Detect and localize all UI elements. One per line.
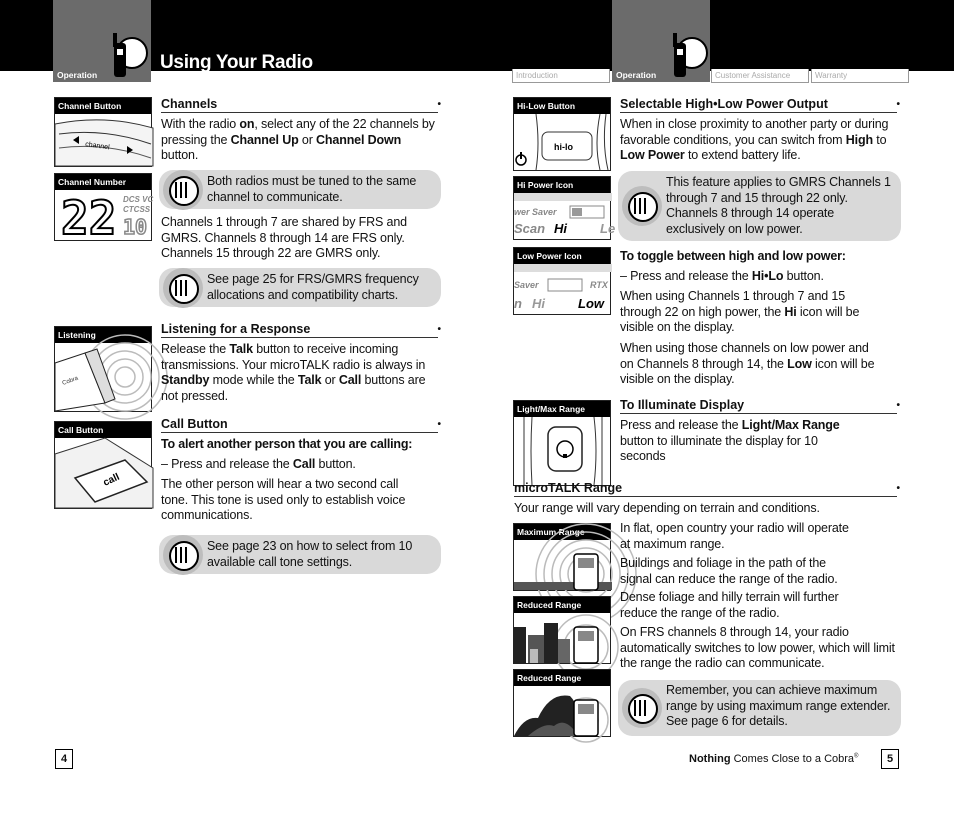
side-figure-light-max-range: Light/Max Range xyxy=(513,400,611,486)
side-figure-call-button: Call Button call xyxy=(54,421,152,509)
footer-tagline: Nothing Comes Close to a Cobra® xyxy=(689,753,859,765)
info-icon xyxy=(622,688,662,728)
range-paragraph-2: Buildings and foliage in the path of the signal can reduce the range of the radio. xyxy=(620,556,838,586)
listening-image xyxy=(55,343,151,411)
channels-paragraph-1: With the radio on, select any of the 22 channels by pressing the Channel Up or Channel Down button. xyxy=(161,117,435,162)
power-paragraph-2: When using Channels 1 through 7 and 15 through 22 on high power, the Hi icon will be visible on the display. xyxy=(620,289,860,334)
side-figure-maximum-range: Maximum Range xyxy=(513,523,611,591)
side-figure-reduced-range-buildings: Reduced Range xyxy=(513,596,611,664)
call-button-image xyxy=(55,438,151,508)
channel-digits: 22 xyxy=(61,191,117,245)
nav-tab-customer-assistance[interactable]: Customer Assistance xyxy=(711,69,809,83)
section-tab-operation: Operation xyxy=(53,0,151,82)
note-call-tones: See page 23 on how to select from 10 available call tone settings. xyxy=(159,535,441,574)
power-paragraph-1: When in close proximity to another party or during favorable conditions, you can switch from High to Low Power to extend battery life. xyxy=(620,117,889,162)
hi-icon-text: Hi xyxy=(554,221,567,236)
hi-power-display-image xyxy=(514,193,616,239)
power-subheading: To toggle between high and low power: xyxy=(620,249,846,263)
heading-power-output: Selectable High•Low Power Output • xyxy=(620,97,897,113)
heading-microtalk-range: microTALK Range • xyxy=(514,481,897,497)
power-paragraph-3: When using those channels on low power and on Channels 8 through 14, the Low icon will be visible on the display. xyxy=(620,341,875,386)
side-figure-hi-power-icon: Hi Power Icon wer Saver Scan Hi Le xyxy=(513,176,611,240)
range-paragraph-3: Dense foliage and hilly terrain will further reduce the range of the radio. xyxy=(620,590,839,620)
maximum-range-image xyxy=(514,540,610,590)
note-max-range-extender: Remember, you can achieve maximum range by using maximum range extender. See page 6 for details. xyxy=(618,680,901,736)
hi-low-button-image xyxy=(514,114,610,170)
channels-paragraph-2: Channels 1 through 7 are shared by FRS and GMRS. Channels 8 through 14 are FRS only. Channels 15 through 22 are GMRS only. xyxy=(161,215,407,260)
page-number-left: 4 xyxy=(55,749,73,769)
listening-paragraph: Release the Talk button to receive incoming transmissions. Your microTALK radio is always in Standby mode while the Talk or Call buttons are not pressed. xyxy=(161,342,426,403)
side-figure-reduced-range-hills: Reduced Range xyxy=(513,669,611,737)
illuminate-paragraph: Press and release the Light/Max Range button to illuminate the display for 10 seconds xyxy=(620,418,840,463)
side-figure-listening: Listening Cobra xyxy=(54,326,152,412)
call-paragraph: The other person will hear a two second call tone. This tone is used only to establish voice communications. xyxy=(161,477,406,522)
note-frequency-charts: See page 25 for FRS/GMRS frequency allocations and compatibility charts. xyxy=(159,268,441,307)
small-digits: 10 xyxy=(123,215,148,239)
channel-image-text: channel xyxy=(84,141,110,152)
svg-text:Scan: Scan xyxy=(514,221,546,236)
info-icon xyxy=(163,170,203,210)
page-title: Using Your Radio xyxy=(160,52,313,73)
svg-text:Cobra: Cobra xyxy=(61,375,80,387)
note-same-channel: Both radios must be tuned to the same channel to communicate. xyxy=(159,170,441,209)
info-icon xyxy=(622,186,662,226)
svg-text:call: call xyxy=(101,471,122,489)
channel-button-image xyxy=(55,114,151,166)
hi-lo-image-text: hi-lo xyxy=(554,142,573,152)
svg-text:Saver: Saver xyxy=(514,280,539,290)
info-icon xyxy=(163,535,203,575)
side-figure-channel-button: Channel Button channel xyxy=(54,97,152,167)
svg-text:wer Saver: wer Saver xyxy=(514,207,557,217)
heading-illuminate-display: To Illuminate Display • xyxy=(620,398,897,414)
dcs-tag: DCS VC xyxy=(123,195,154,204)
side-figure-low-power-icon: Low Power Icon Saver RTX n Hi Low xyxy=(513,247,611,315)
radio-logo-icon xyxy=(110,33,148,79)
call-step: – Press and release the Call button. xyxy=(161,457,356,471)
heading-call-button: Call Button • xyxy=(161,417,438,433)
note-gmrs-channels: This feature applies to GMRS Channels 1 through 7 and 15 through 22 only. Channels 8 through 14 operate exclusively on low power. xyxy=(618,171,901,241)
nav-tab-introduction[interactable]: Introduction xyxy=(512,69,610,83)
section-tab-operation-right: Operation xyxy=(612,0,710,82)
svg-text:Le: Le xyxy=(600,221,616,236)
svg-text:Hi: Hi xyxy=(532,296,545,311)
info-icon xyxy=(163,268,203,308)
call-subheading: To alert another person that you are calling: xyxy=(161,437,413,451)
low-icon-text: Low xyxy=(578,296,604,311)
channel-number-display-image xyxy=(55,190,154,245)
side-figure-hi-low-button: Hi-Low Button hi-lo xyxy=(513,97,611,171)
range-intro: Your range will vary depending on terrain and conditions. xyxy=(514,501,820,515)
range-paragraph-4: On FRS channels 8 through 14, your radio automatically switches to low power, which will limit the range the radio can communicate. xyxy=(620,625,895,670)
reduced-range-buildings-image xyxy=(514,613,610,663)
reduced-range-hills-image xyxy=(514,686,610,736)
power-step: – Press and release the Hi•Lo button. xyxy=(620,269,824,283)
radio-logo-icon-right xyxy=(670,33,708,79)
side-figure-channel-number: Channel Number 22 DCS VC CTCSS 10 xyxy=(54,173,152,241)
range-paragraph-1: In flat, open country your radio will operate at maximum range. xyxy=(620,521,849,551)
heading-listening: Listening for a Response • xyxy=(161,322,438,338)
heading-channels: Channels • xyxy=(161,97,438,113)
svg-text:RTX: RTX xyxy=(590,280,608,290)
page-number-right: 5 xyxy=(881,749,899,769)
low-power-display-image xyxy=(514,264,610,314)
ctcss-tag: CTCSS xyxy=(123,205,151,214)
light-max-range-image xyxy=(514,417,610,485)
nav-tab-warranty[interactable]: Warranty xyxy=(811,69,909,83)
svg-text:n: n xyxy=(514,296,522,311)
